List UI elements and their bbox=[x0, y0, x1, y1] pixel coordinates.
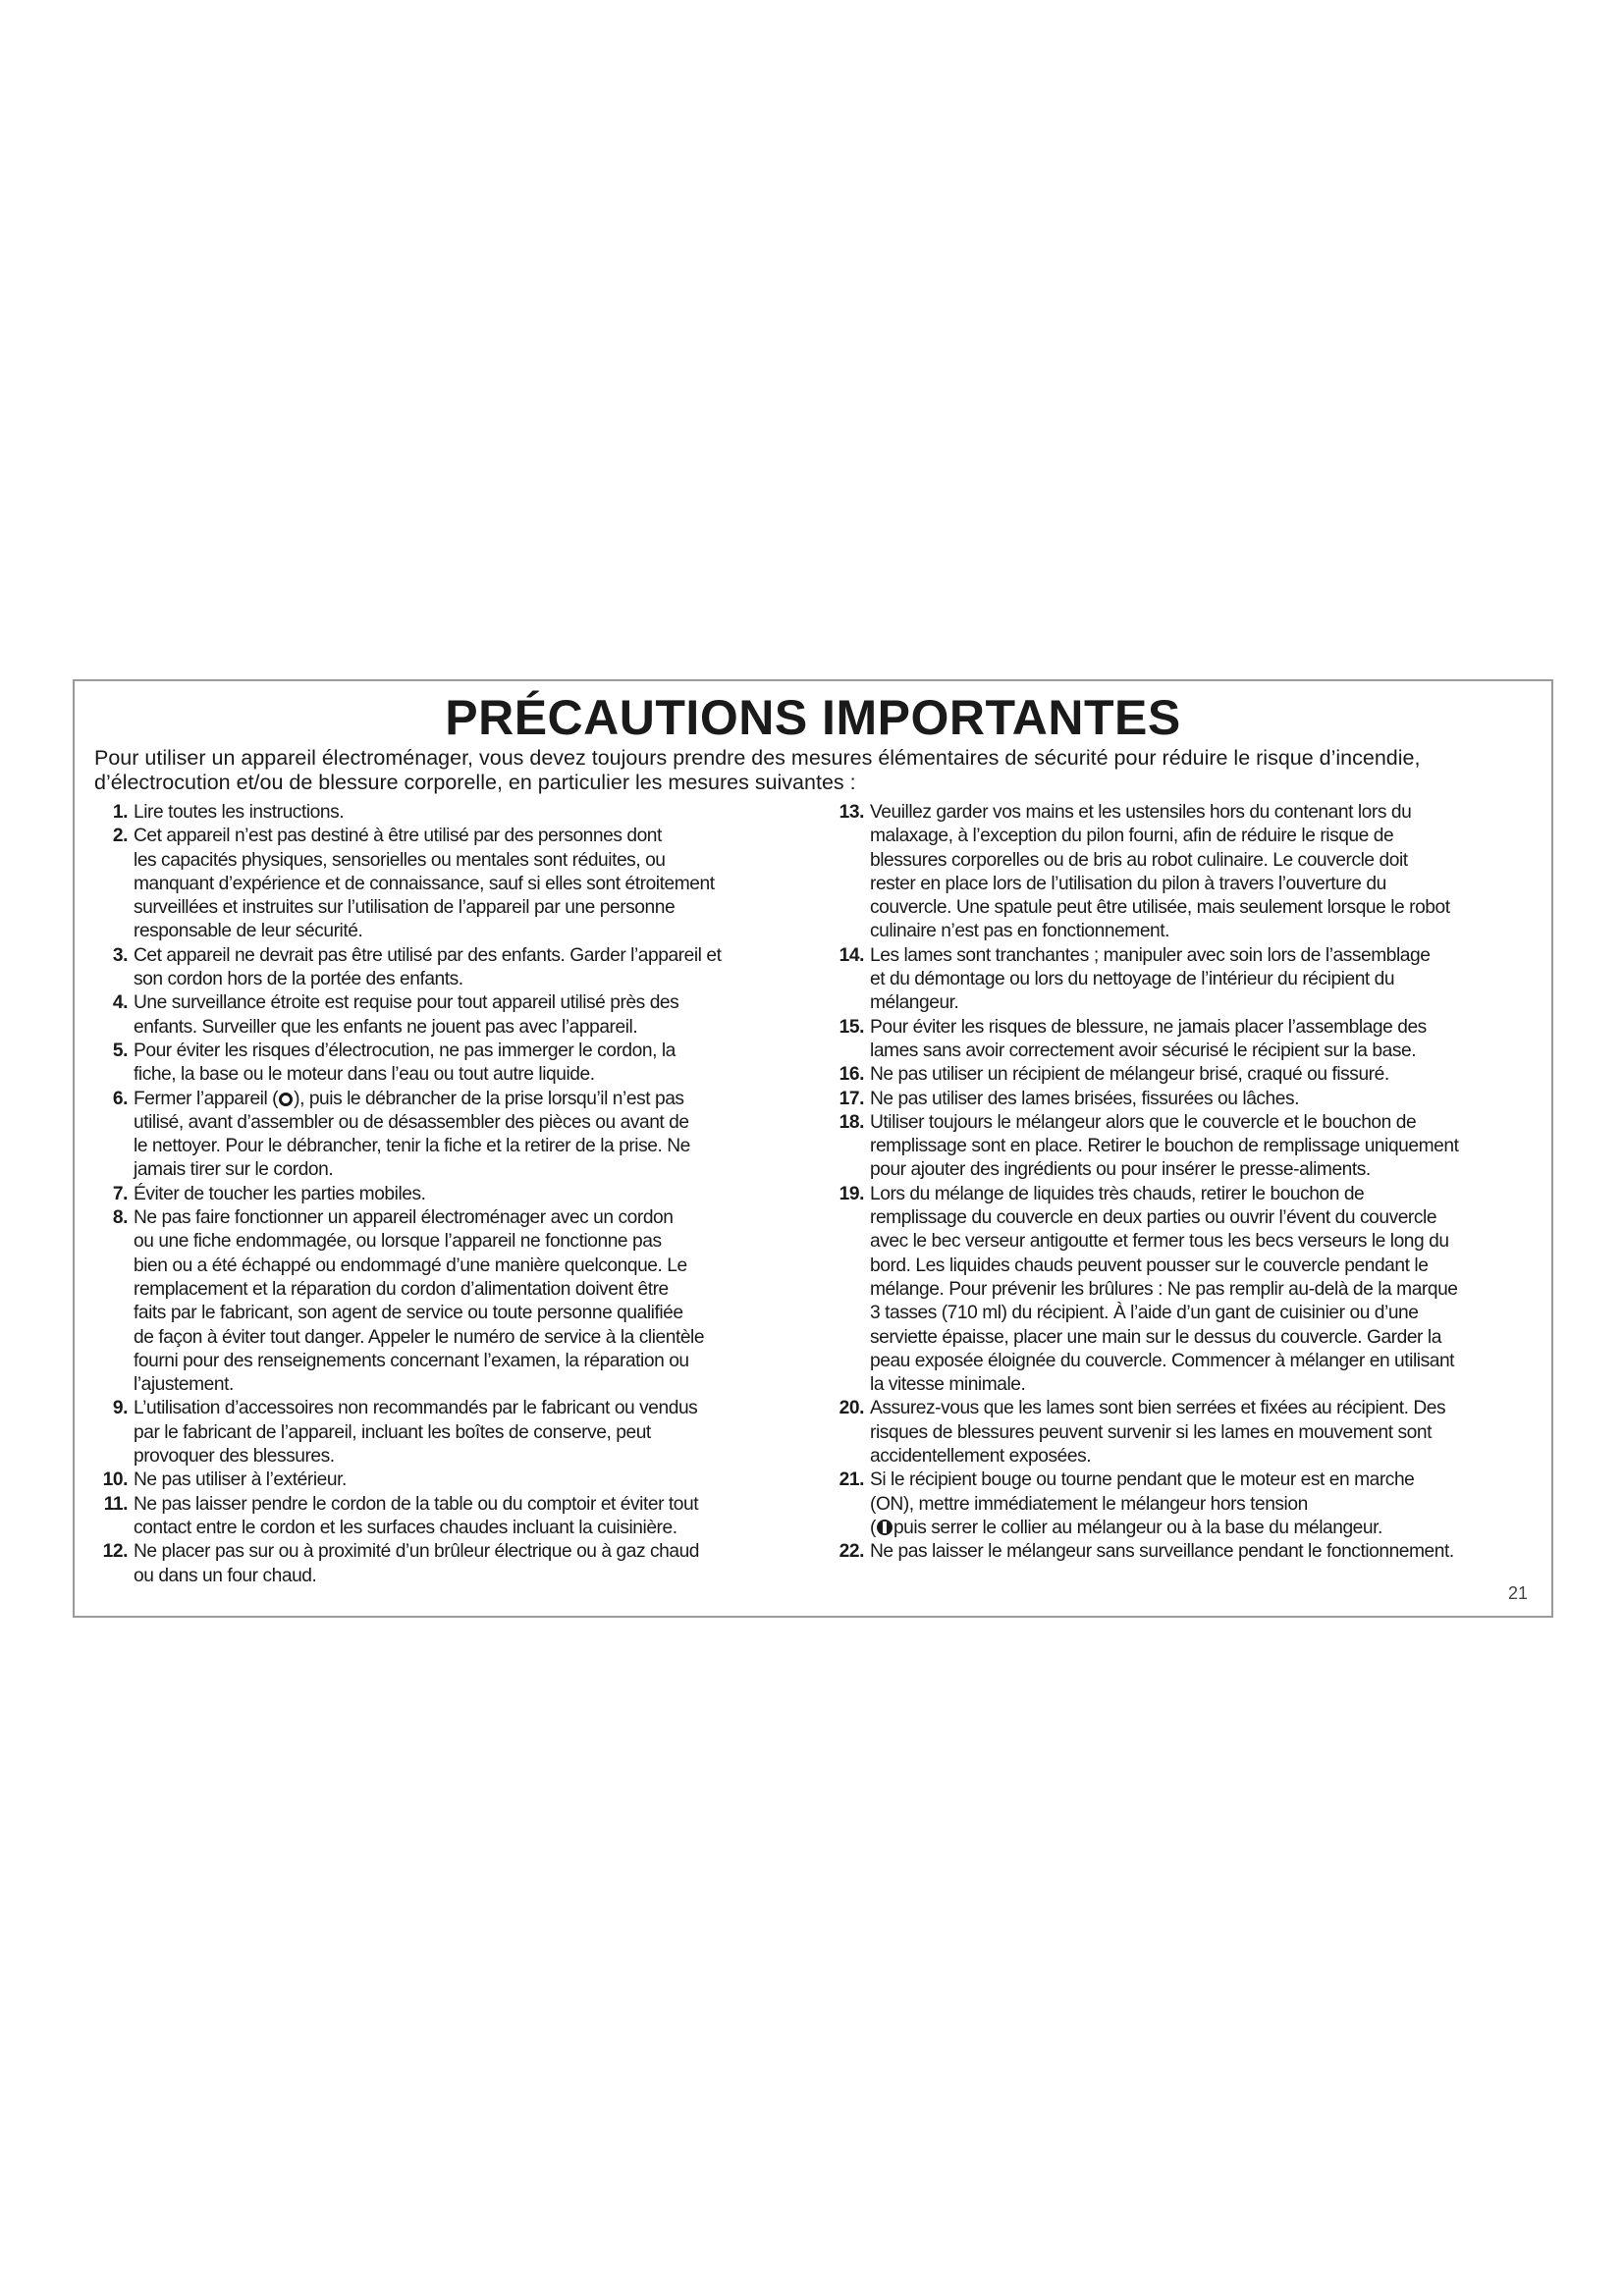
list-item: 19. Lors du mélange de liquides très chauds, retirer le bouchon de remplissage du couvercle en deux parties ou ouvrir l’évent du couvercle avec le bec verseur antigoutte et fermer tous les becs verseurs le long du bord. Les liquides chauds peuvent pousser sur le couvercle pendant le mélange. Pour prévenir les brûlures : Ne pas remplir au-delà de la marque 3 tasses (710 ml) du récipient. À l’aide d’un gant de cuisinier ou d’une serviette épaisse, placer une main sur le dessus du couvercle. Garder la peau exposée éloignée du couvercle. Commencer à mélanger en utilisant la vitesse minimale. bbox=[839, 1183, 1458, 1396]
intro-paragraph: Pour utiliser un appareil électroménager, vous devez toujours prendre des mesures élémentaires de sécurité pour réduire le risque d’incendie, d’électrocution et/ou de blessure corporelle, en particulier les mesures suivantes : bbox=[94, 746, 1421, 794]
list-item: 13. Veuillez garder vos mains et les ustensiles hors du contenant lors du malaxage, à l’exception du pilon fourni, afin de réduire le risque de blessures corporelles ou de bris au robot culinaire. Le couvercle doit rester en place lors de l’utilisation du pilon à travers l’ouverture du couvercle. Une spatule peut être utilisée, mais seulement lorsque le robot culinaire n’est pas en fonctionnement. bbox=[839, 802, 1450, 942]
right-column bbox=[831, 801, 1536, 1565]
off-symbol-icon bbox=[279, 1093, 293, 1106]
list-item: 2. Cet appareil n’est pas destiné à être utilisé par des personnes dont les capacités physiques, sensorielles ou mentales sont réduites, ou manquant d’expérience et de connaissance, sauf si elles sont étroitement surveillées et instruites sur l’utilisation de l’appareil par une personne responsable de leur sécurité. bbox=[112, 826, 715, 942]
list-item: 10. Ne pas utiliser à l’extérieur. bbox=[102, 1469, 347, 1491]
safety-box bbox=[73, 679, 1553, 1618]
list-item: 12. Ne placer pas sur ou à proximité d’un brûleur électrique ou à gaz chaud ou dans un four chaud. bbox=[102, 1541, 700, 1586]
page-title: PRÉCAUTIONS IMPORTANTES bbox=[445, 690, 1181, 745]
list-item: 11. Ne pas laisser pendre le cordon de la table ou du comptoir et éviter tout contact entre le cordon et les surfaces chaudes incluant la cuisinière. bbox=[103, 1493, 699, 1538]
list-item: 17. Ne pas utiliser des lames brisées, fissurées ou lâches. bbox=[839, 1088, 1300, 1109]
left-column bbox=[94, 801, 803, 1588]
list-item: 4. Une surveillance étroite est requise pour tout appareil utilisé près des enfants. Surveiller que les enfants ne jouent pas avec l’appareil. bbox=[112, 992, 679, 1038]
list-item: 8. Ne pas faire fonctionner un appareil électroménager avec un cordon ou une fiche endommagée, ou lorsque l’appareil ne fonctionne pas bien ou a été échappé ou endommagé d’une manière quelconque. Le remplacement et la réparation du cordon d’alimentation doivent être faits par le fabricant, son agent de service ou toute personne qualifiée de façon à éviter tout danger. Appeler le numéro de service à la clientèle fourni pour des renseignements concernant l’examen, la réparation ou l’ajustement. bbox=[112, 1207, 705, 1396]
list-item: 7. Éviter de toucher les parties mobiles. bbox=[112, 1183, 426, 1204]
list-item: 6. Fermer l’appareil ( ), puis le débrancher de la prise lorsqu’il n’est pas utilisé, avant d’assembler ou de désassembler des pièces ou avant de le nettoyer. Pour le débrancher, tenir la fiche et la retirer de la prise. Ne jamais tirer sur le cordon. bbox=[112, 1088, 690, 1181]
page-number: 21 bbox=[1507, 1583, 1528, 1603]
list-item: 3. Cet appareil ne devrait pas être utilisé par des enfants. Garder l’appareil et son cordon hors de la portée des enfants. bbox=[112, 944, 722, 990]
list-item: 20. Assurez-vous que les lames sont bien serrées et fixées au récipient. Des risques de blessures peuvent survenir si les lames en mouvement sont accidentellement exposées. bbox=[839, 1398, 1446, 1468]
list-item: 18. Utiliser toujours le mélangeur alors que le couvercle et le bouchon de remplissage sont en place. Retirer le bouchon de remplissage uniquement pour ajouter des ingrédients ou pour insérer le presse-aliments. bbox=[839, 1111, 1459, 1181]
list-item: 16. Ne pas utiliser un récipient de mélangeur brisé, craqué ou fissuré. bbox=[839, 1064, 1389, 1086]
list-item: 15. Pour éviter les risques de blessure, ne jamais placer l’assemblage des lames sans avoir correctement avoir sécurisé le récipient sur la base. bbox=[839, 1016, 1427, 1061]
list-item: 9. L’utilisation d’accessoires non recommandés par le fabricant ou vendus par le fabricant de l’appareil, incluant les boîtes de conserve, peut provoquer des blessures. bbox=[112, 1398, 698, 1468]
list-item: 22. Ne pas laisser le mélangeur sans surveillance pendant le fonctionnement. bbox=[839, 1541, 1454, 1563]
power-symbol-icon bbox=[877, 1520, 893, 1535]
list-item: 1. Lire toutes les instructions. bbox=[112, 802, 345, 823]
list-item: 14. Les lames sont tranchantes ; manipuler avec soin lors de l’assemblage et du démontage ou lors du nettoyage de l’intérieur du récipient du mélangeur. bbox=[839, 944, 1431, 1014]
list-item: 5. Pour éviter les risques d’électrocution, ne pas immerger le cordon, la fiche, la base ou le moteur dans l’eau ou tout autre liquide. bbox=[112, 1040, 676, 1086]
list-item: 21. Si le récipient bouge ou tourne pendant que le moteur est en marche (ON), mettre immédiatement le mélangeur hors tension ( puis serrer le collier au mélangeur ou à la base du mélangeur. bbox=[839, 1469, 1415, 1538]
